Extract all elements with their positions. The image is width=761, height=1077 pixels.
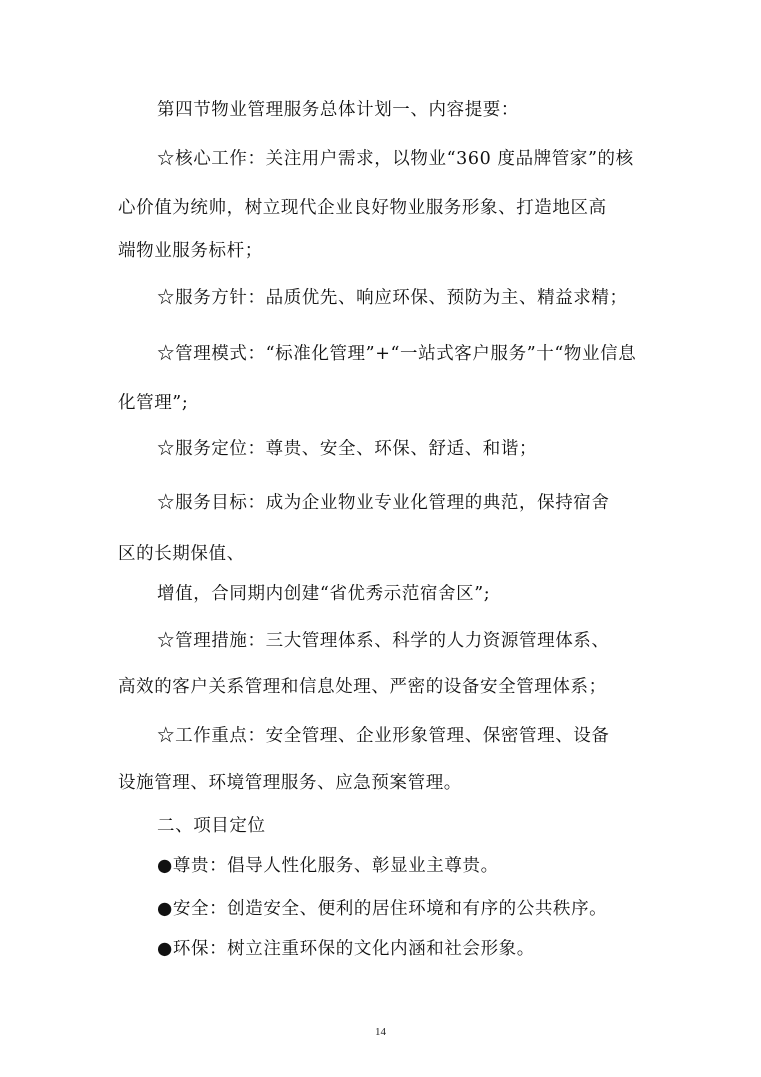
paragraph-line: ☆服务定位：尊贵、安全、环保、舒适、和谐； — [157, 439, 538, 459]
paragraph-line: ☆服务目标：成为企业物业专业化管理的典范，保持宿舍 — [157, 493, 610, 513]
paragraph-line: 高效的客户关系管理和信息处理、严密的设备安全管理体系； — [118, 677, 607, 697]
paragraph-line: 端物业服务标杆； — [118, 241, 263, 261]
paragraph-line: 心价值为统帅，树立现代企业良好物业服务形象、打造地区高 — [118, 198, 607, 218]
bullet-item: ●安全：创造安全、便利的居住环境和有序的公共秩序。 — [157, 899, 608, 919]
page-number: 14 — [375, 1026, 386, 1038]
paragraph-line: ☆核心工作：关注用户需求，以物业“360 度品牌管家”的核 — [157, 149, 634, 169]
paragraph-line: 区的长期保值、 — [118, 544, 245, 564]
paragraph-line: ☆服务方针：品质优先、响应环保、预防为主、精益求精； — [157, 288, 628, 308]
paragraph-line: 设施管理、环境管理服务、应急预案管理。 — [118, 773, 462, 793]
section-heading: 第四节物业管理服务总体计划一、内容提要： — [157, 100, 519, 120]
bullet-item: ●尊贵：倡导人性化服务、彰显业主尊贵。 — [157, 856, 499, 876]
paragraph-line: 化管理”; — [118, 393, 189, 413]
paragraph-line: ☆管理模式：“标准化管理”+“一站式客户服务”十“物业信息 — [157, 344, 637, 364]
paragraph-line: ☆工作重点：安全管理、企业形象管理、保密管理、设备 — [157, 726, 610, 746]
bullet-item: ●环保：树立注重环保的文化内涵和社会形象。 — [157, 939, 535, 959]
subsection-heading: 二、项目定位 — [157, 816, 266, 836]
paragraph-line: ☆管理措施：三大管理体系、科学的人力资源管理体系、 — [157, 631, 610, 651]
paragraph-line: 增值，合同期内创建“省优秀示范宿舍区”; — [157, 584, 491, 604]
